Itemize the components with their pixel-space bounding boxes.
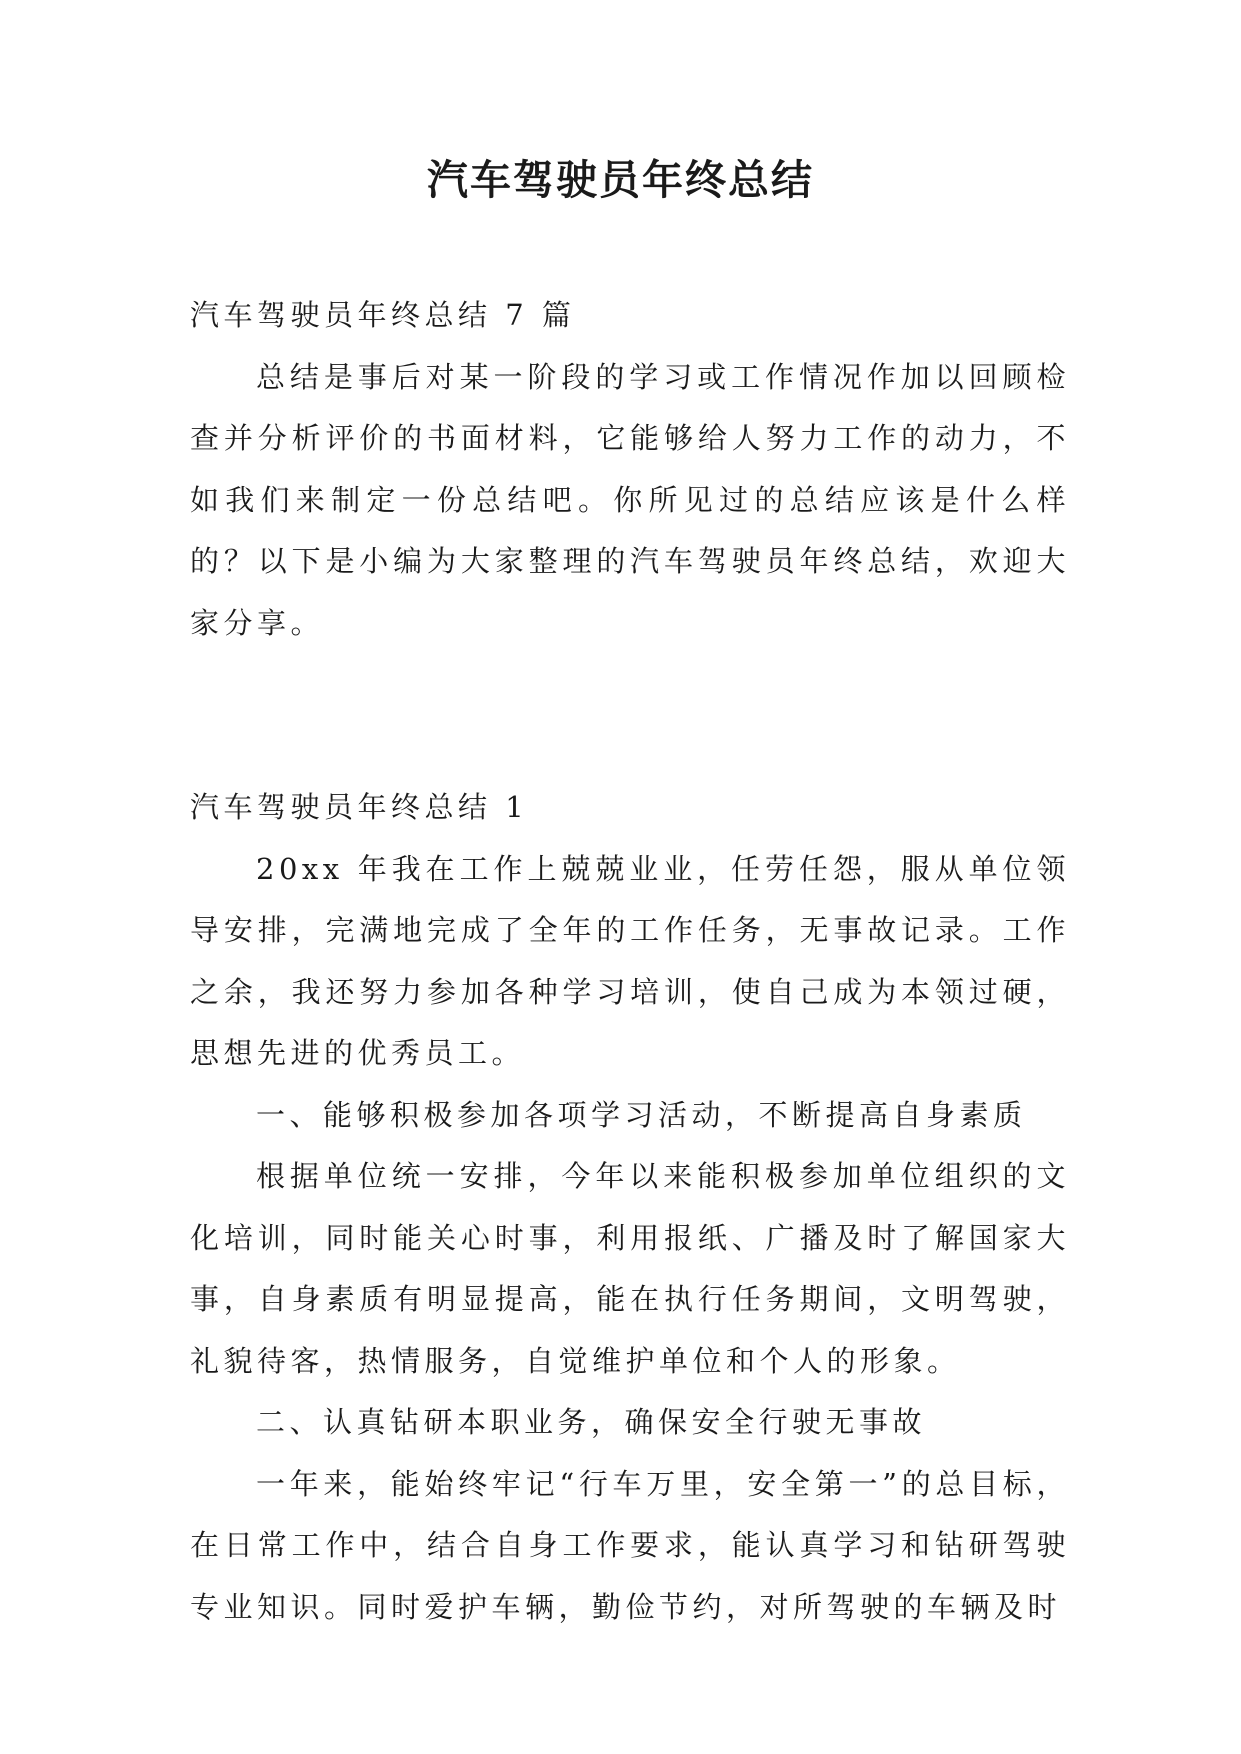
section-heading: 汽车驾驶员年终总结 1	[190, 790, 529, 824]
subtitle-paragraph: 汽车驾驶员年终总结 7 篇	[190, 298, 576, 332]
section-spacer	[190, 654, 1070, 777]
body-paragraph: 根据单位统一安排，今年以来能积极参加单位组织的文化培训，同时能关心时事，利用报纸、广播及时了解国家大事，自身素质有明显提高，能在执行任务期间，文明驾驶，礼貌待客，热情服务，自觉维护单位和个人的形象。	[190, 1159, 1070, 1378]
body-paragraph: 20xx 年我在工作上兢兢业业，任劳任怨，服从单位领导安排，完满地完成了全年的工作任务，无事故记录。工作之余，我还努力参加各种学习培训，使自己成为本领过硬，思想先进的优秀员工。	[190, 851, 1070, 1070]
point-heading-2: 二、认真钻研本职业务，确保安全行驶无事故	[256, 1405, 927, 1439]
body-paragraph: 一年来，能始终牢记“行车万里，安全第一”的总目标，在日常工作中，结合自身工作要求，能认真学习和钻研驾驶专业知识。同时爱护车辆，勤俭节约，对所驾驶的车辆及时	[190, 1466, 1070, 1624]
point-heading-1: 一、能够积极参加各项学习活动，不断提高自身素质	[256, 1097, 1027, 1132]
document-body	[190, 285, 1070, 1638]
intro-paragraph: 总结是事后对某一阶段的学习或工作情况作加以回顾检查并分析评价的书面材料，它能够给人努力工作的动力，不如我们来制定一份总结吧。你所见过的总结应该是什么样的？以下是小编为大家整理的汽车驾驶员年终总结，欢迎大家分享。	[190, 359, 1070, 640]
document-title: 汽车驾驶员年终总结	[427, 156, 814, 204]
